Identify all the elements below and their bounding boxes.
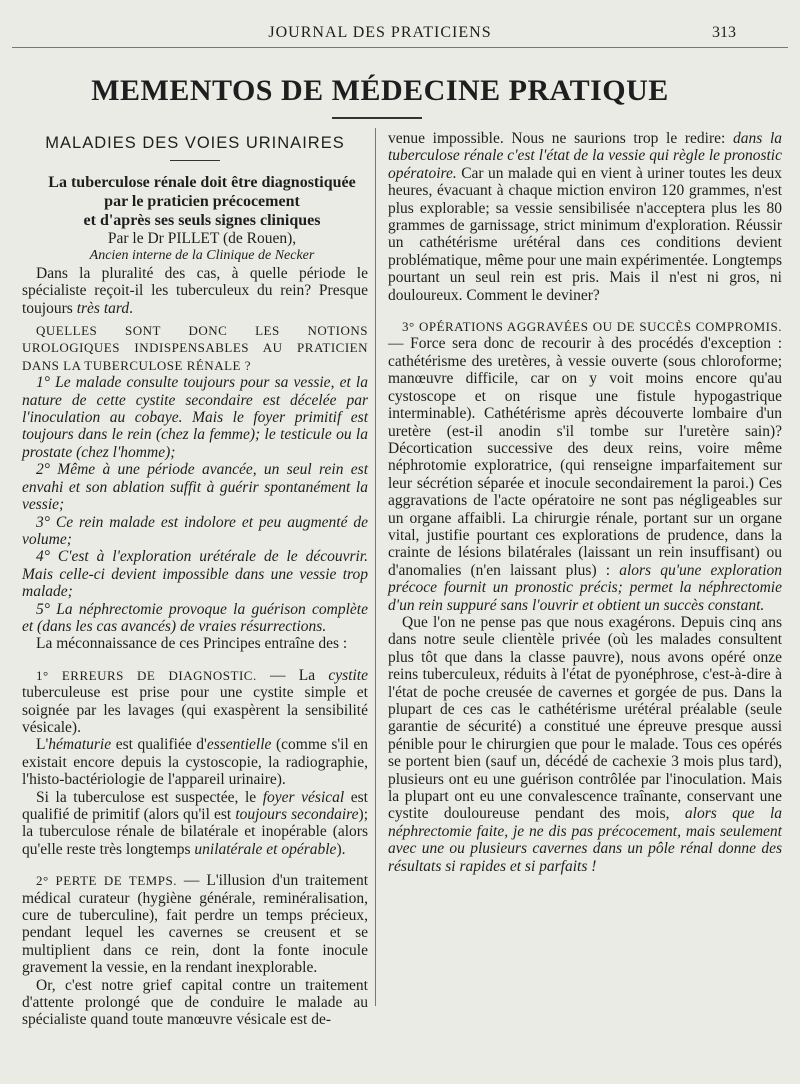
- header-rule: [12, 47, 788, 48]
- erreurs-cystite: cystite: [328, 666, 368, 684]
- erreurs-paragraph: [22, 667, 368, 737]
- notion-2: 2° Même à une période avancée, un seul rein est envahi et son ablation suffit à guérir spontanément la vessie;: [22, 461, 368, 514]
- perte-paragraph: [22, 872, 368, 976]
- intro-end: .: [129, 299, 133, 317]
- page-title: MEMENTOS DE MÉDECINE PRATIQUE: [91, 74, 669, 107]
- hematurie-e: (comme s'il en existait encore depuis la cystoscopie, la radiographie, l'histo-bactériologie de l'appareil urinaire).: [22, 736, 368, 789]
- erreurs-text-a: — La: [256, 666, 329, 684]
- foyer-a: Si la tuberculose est suspectée, le: [36, 788, 263, 806]
- exagerons-paragraph: [388, 614, 782, 875]
- article-title-line-1: La tuberculose rénale doit être diagnostiquée: [48, 174, 356, 191]
- erreurs-heading: 1° ERREURS DE DIAGNOSTIC.: [36, 667, 257, 683]
- page-number: 313: [712, 24, 736, 41]
- hematurie-a: L': [36, 736, 49, 754]
- operations-paragraph: [388, 318, 782, 614]
- intro-paragraph: [22, 265, 368, 317]
- notion-4: 4° C'est à l'exploration urétérale de le découvrir. Mais celle-ci devient impossible dans une vessie trop malade;: [22, 548, 368, 601]
- byline: Par le Dr PILLET (de Rouen),: [107, 230, 297, 247]
- erreurs-text-c: tuberculeuse est prise pour une cystite simple et soignée par les lavages (qui exaspèrent la sensibilité vésicale).: [22, 684, 368, 736]
- notions-heading: QUELLES SONT DONC LES NOTIONS UROLOGIQUES INDISPENSABLES AU PRATICIEN DANS LA TUBERCULOSE RÉNALE ?: [22, 323, 368, 373]
- meconnaissance-paragraph: La méconnaissance de ces Principes entraîne des :: [36, 635, 348, 653]
- intro-emphasis: très tard: [76, 299, 130, 317]
- exagerons-emphasis: alors que la néphrectomie faite, je ne dis pas précocement, mais seulement avec une ou plusieurs cavernes dans un pôle rénal donne des résultats si rapides et si parfaits !: [388, 805, 783, 875]
- author-affiliation: Ancien interne de la Clinique de Necker: [89, 248, 315, 264]
- notion-3: 3° Ce rein malade est indolore et peu augmenté de volume;: [22, 513, 368, 548]
- continuation-c: Car un malade qui en vient à uriner toutes les deux heures, évacuant à chaque miction environ 120 grammes, n'est plus explorable; sa vessie sensibilisée n'acceptera plus les 80 grammes de garnissage, strict minimum d'exploration. Réussir un cathétérisme urétéral dans ces conditions devient problématique, même pour une main expérimentée. Longtemps pourtant un seul rein est pris. Mais il n'est ni gros, ni douloureux. Comment le deviner?: [388, 164, 782, 304]
- operations-text: — Force sera donc de recourir à des procédés d'exception : cathétérisme des uretères, à vessie ouverte (sous chloroforme; manœuvre difficile, car on y voit moins encore qu'au cystoscope et on risque une fistule hypogastrique interminable). Cathétérisme après découverte lombaire d'un uretère (est-il anodin s'il tombe sur l'uretère sain)? Décortication successive des deux reins, voire même néphrotomie exploratrice, (qui renseigne imparfaitement sur leur sécrétion séparée et inocule secondairement la paroi.) Ces aggravations de l'acte opératoire ne sont pas négligeables sur un organe affaibli. La chirurgie rénale, portant sur un organe vital, justifie pourtant ces explorations de prudence, dans la crainte de lésions bilatérales (laissant un rein insuffisant) ou d'anomalies (n'en laissant plus) :: [388, 335, 782, 579]
- hematurie-paragraph: [22, 736, 368, 788]
- foyer-c: est qualifié de primitif (alors qu'il est: [22, 788, 368, 823]
- perte-heading: 2° PERTE DE TEMPS.: [36, 873, 177, 889]
- foyer-vesical: foyer vésical: [262, 788, 345, 806]
- column-divider: [375, 128, 376, 1006]
- notion-1: 1° Le malade consulte toujours pour sa vessie, et la nature de cette cystite secondaire est décelée par l'inoculation au cobaye. Mais le foyer primitif est toujours dans le rein (chez la femme); le testicule ou la prostate (chez l'homme);: [22, 374, 368, 461]
- article-title-line-3: et d'après ses seuls signes cliniques: [83, 212, 321, 229]
- right-column: [388, 130, 782, 875]
- notion-5: 5° La néphrectomie provoque la guérison complète et (dans les cas avancés) de vraies résurrections.: [22, 600, 368, 635]
- intro-text: Dans la pluralité des cas, à quelle période le spécialiste reçoit-il les tuberculeux du rein? Presque toujours: [22, 264, 368, 317]
- operations-emphasis: alors qu'une exploration précoce fournit un pronostic précis; permet la néphrectomie d'un rein suppuré sans l'ouvrir et obtient un succès constant.: [388, 561, 783, 614]
- foyer-paragraph: [22, 789, 368, 859]
- journal-name: JOURNAL DES PRATICIENS: [268, 24, 492, 41]
- title-rule: [332, 117, 422, 119]
- section-rule: [170, 160, 220, 161]
- continuation-paragraph: [388, 130, 782, 304]
- hematurie-c: est qualifiée d': [111, 736, 207, 754]
- foyer-g: ).: [336, 840, 346, 858]
- perte-text: — L'illusion d'un traitement médical curateur (hygiène générale, reminéralisation, cure de tuberculine), fait perdre un temps précieux, pendant lequel les cavernes se creusent et se multiplient dans ce rein, dont la fonte inocule gravement la vessie, en la rendant inexplorable.: [22, 872, 368, 977]
- article-title-line-2: par le praticien précocement: [104, 193, 300, 210]
- grief-paragraph: Or, c'est notre grief capital contre un traitement d'attente prolongé que de conduire le malade au spécialiste quand toute manœuvre vésicale est de-: [22, 976, 368, 1029]
- continuation-emphasis: dans la tuberculose rénale c'est l'état de la vessie qui règle le pronostic opératoire.: [388, 130, 783, 182]
- foyer-e: ); la tuberculose rénale de bilatérale et inopérable (alors qu'elle reste très longtemps: [22, 806, 368, 858]
- exagerons-text: Que l'on ne pense pas que nous exagérons. Depuis cinq ans dans notre seule clientèle privée (où les malades consultent plus tôt que dans la classe pauvre), nous avons opéré onze reins tuberculeux, réduits à l'état de pyonéphrose, c'est-à-dire à l'état de poche creusée de cavernes et gorgée de pus. Dans la plupart de ces cas le cathétérisme urétéral préalable (seule garantie de sécurité) a constitué une épreuve presque aussi pénible pour le chirurgien que pour le malade. Tous ces opérés se portent bien (sauf un, décédé de cachexie 3 mois plus tard), plusieurs ont eu une guérison contrôlée par l'inoculation. Mais la plupart ont eu une convalescence traînante, conservant une cystite douloureuse pendant des mois,: [388, 613, 782, 823]
- continuation-a: venue impossible. Nous ne saurions trop le redire:: [388, 130, 733, 147]
- foyer-secondaire: toujours secondaire: [235, 806, 359, 823]
- hematurie-essentielle: essentielle: [206, 736, 272, 754]
- operations-heading: 3° OPÉRATIONS AGGRAVÉES OU DE SUCCÈS COMPROMIS.: [402, 319, 782, 335]
- section-heading: MALADIES DES VOIES URINAIRES: [45, 134, 345, 152]
- left-column: [22, 130, 368, 1029]
- foyer-operable: unilatérale et opérable: [194, 840, 337, 858]
- hematurie-word: hématurie: [48, 736, 112, 754]
- running-head: [0, 24, 800, 46]
